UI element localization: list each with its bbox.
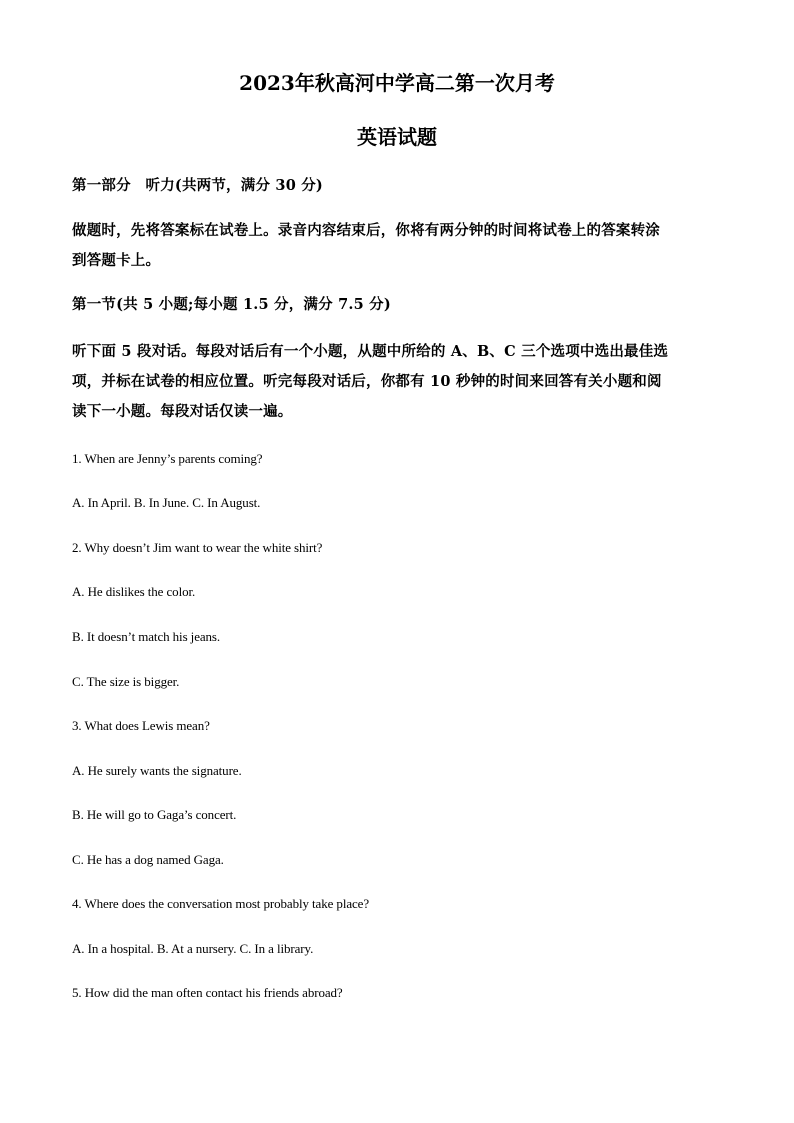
- part1-heading: 第一部分 听力(共两节，满分 30 分): [72, 177, 323, 194]
- question-3-option-b: B. He will go to Gaga’s concert.: [72, 807, 237, 822]
- exam-title: 2023年秋高河中学高二第一次月考: [239, 71, 555, 95]
- section1-instruction-line1: 听下面 5 段对话。每段对话后有一个小题，从题中所给的 A、B、C 三个选项中选出最佳选: [72, 343, 669, 360]
- section1-instruction-line3: 读下一小题。每段对话仅读一遍。: [72, 403, 293, 420]
- question-3-option-c: C. He has a dog named Gaga.: [72, 852, 224, 867]
- question-4-options: A. In a hospital. B. At a nursery. C. In a library.: [72, 941, 314, 956]
- question-2-stem: 2. Why doesn’t Jim want to wear the white shirt?: [72, 540, 323, 555]
- question-2-option-b: B. It doesn’t match his jeans.: [72, 629, 221, 644]
- question-3-option-a: A. He surely wants the signature.: [72, 763, 242, 778]
- section1-instruction-line2: 项，并标在试卷的相应位置。听完每段对话后，你都有 10 秒钟的时间来回答有关小题和阅: [72, 373, 662, 390]
- question-4-stem: 4. Where does the conversation most probably take place?: [72, 896, 370, 911]
- question-3-stem: 3. What does Lewis mean?: [72, 718, 210, 733]
- question-2-option-c: C. The size is bigger.: [72, 674, 180, 689]
- exam-subtitle: 英语试题: [357, 125, 437, 149]
- question-1-options: A. In April. B. In June. C. In August.: [72, 495, 261, 510]
- part1-instruction-line2: 到答题卡上。: [72, 252, 161, 269]
- part1-instruction-line1: 做题时，先将答案标在试卷上。录音内容结束后，你将有两分钟的时间将试卷上的答案转涂: [72, 222, 660, 239]
- question-5-stem: 5. How did the man often contact his friends abroad?: [72, 985, 343, 1000]
- question-2-option-a: A. He dislikes the color.: [72, 584, 196, 599]
- question-1-stem: 1. When are Jenny’s parents coming?: [72, 451, 263, 466]
- section1-heading: 第一节(共 5 小题;每小题 1.5 分，满分 7.5 分): [72, 296, 391, 313]
